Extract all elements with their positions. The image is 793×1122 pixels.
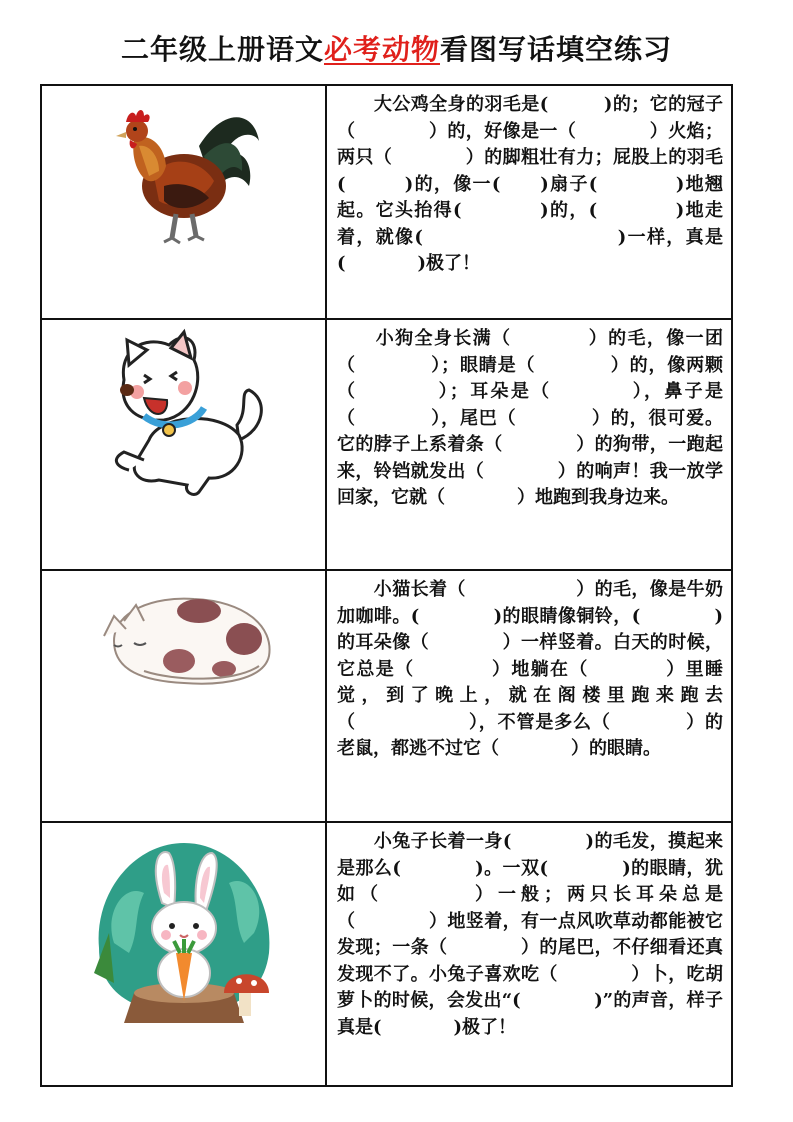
text-cell — [326, 570, 732, 822]
cat-fill-in-paragraph: 小猫长着（ ）的毛，像是牛奶加咖啡。( )的眼睛像铜铃，( )的耳朵像（ ）一样竖着。白天的时候，它总是（ ）地躺在（ ）里睡觉，到了晚上，就在阁楼里跑来跑去（ ），不管是多么（ ）的老鼠，都逃不过它（ ）的眼睛。 — [337, 579, 723, 759]
picture-cell — [41, 85, 326, 319]
puppy-icon — [89, 320, 279, 510]
title-suffix: 看图写话填空练习 — [440, 33, 673, 66]
rooster-fill-in-paragraph: 大公鸡全身的羽毛是( )的；它的冠子（ ）的，好像是一（ ）火焰；两只（ ）的脚粗壮有力；屁股上的羽毛( )的，像一( )扇子( )地翘起。它头抬得( )的，( )地走着，就像( )一样，真是( )极了！ — [337, 94, 723, 274]
sleeping-cat-icon — [84, 571, 284, 691]
rabbit-icon — [84, 823, 284, 1033]
text-cell — [326, 85, 732, 319]
exercise-row-rabbit — [41, 822, 732, 1086]
exercise-row-rooster — [41, 85, 732, 319]
exercise-row-puppy — [41, 319, 732, 570]
picture-cell — [41, 822, 326, 1086]
worksheet-title — [0, 28, 793, 68]
title-prefix: 二年级上册语文 — [120, 33, 324, 66]
rooster-icon — [104, 86, 264, 256]
title-highlight: 必考动物 — [323, 33, 440, 66]
picture-cell — [41, 319, 326, 570]
text-cell — [326, 319, 732, 570]
text-cell — [326, 822, 732, 1086]
exercise-row-cat — [41, 570, 732, 822]
picture-cell — [41, 570, 326, 822]
puppy-fill-in-paragraph: 小狗全身长满（ ）的毛，像一团（ ）；眼睛是（ ）的，像两颗（ ）；耳朵是（ ），鼻子是（ ），尾巴（ ）的，很可爱。它的脖子上系着条（ ）的狗带，一跑起来，铃铛就发出（ ）的响声！我一放学回家，它就（ ）地跑到我身边来。 — [337, 328, 723, 508]
rabbit-fill-in-paragraph: 小兔子长着一身( )的毛发，摸起来是那么( )。一双( )的眼睛，犹如（ ）一般；两只长耳朵总是（ ）地竖着，有一点风吹草动都能被它发现；一条（ ）的尾巴，不仔细看还真发现不了。小兔子喜欢吃（ ）卜，吃胡萝卜的时候，会发出“( )”的声音，样子真是( )极了！ — [337, 831, 723, 1038]
exercise-table — [40, 84, 733, 1087]
